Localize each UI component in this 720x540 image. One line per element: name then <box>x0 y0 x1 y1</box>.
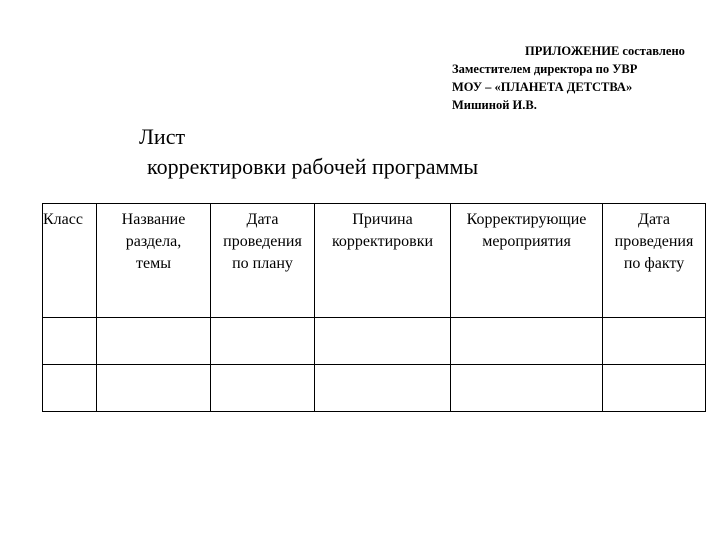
table-cell <box>315 318 451 365</box>
approval-line-2: Заместителем директора по УВР <box>452 62 638 76</box>
table-cell <box>603 365 706 412</box>
table-cell <box>451 318 603 365</box>
column-header-line: Причина <box>352 211 413 228</box>
column-header-line: Название <box>121 211 186 228</box>
column-header-line: корректировки <box>331 233 434 250</box>
column-header-line: Дата <box>246 211 279 228</box>
column-header-line: темы <box>136 255 171 272</box>
title-line-2: корректировки рабочей программы <box>147 154 479 179</box>
table-cell <box>97 365 211 412</box>
approval-note <box>452 42 714 114</box>
column-header-section <box>97 204 211 318</box>
table-cell <box>211 318 315 365</box>
title-line-1: Лист <box>139 124 186 149</box>
table-cell <box>43 318 97 365</box>
table-cell <box>211 365 315 412</box>
approval-line-1: ПРИЛОЖЕНИЕ составлено <box>525 44 685 58</box>
column-header-reason <box>315 204 451 318</box>
table-row <box>43 318 706 365</box>
table-cell <box>315 365 451 412</box>
table-cell <box>603 318 706 365</box>
column-header-line: проведения <box>223 233 302 250</box>
column-header-line: мероприятия <box>482 233 571 250</box>
page-title <box>139 122 478 182</box>
column-header-line: Корректирующие <box>466 211 587 228</box>
column-header-line: Класс <box>43 211 83 228</box>
column-header-line: Дата <box>638 211 670 228</box>
column-header-line: проведения <box>614 233 694 250</box>
column-header-actual-date <box>603 204 706 318</box>
table-cell <box>451 365 603 412</box>
correction-table <box>42 203 706 412</box>
approval-line-3: МОУ – «ПЛАНЕТА ДЕТСТВА» <box>452 80 633 94</box>
column-header-line: раздела, <box>125 233 182 250</box>
column-header-line: по факту <box>623 255 685 272</box>
approval-line-4: Мишиной И.В. <box>452 98 537 112</box>
column-header-class <box>43 204 97 318</box>
column-header-planned-date <box>211 204 315 318</box>
table-cell <box>97 318 211 365</box>
column-header-measures <box>451 204 603 318</box>
table-header-row <box>43 204 706 318</box>
table-row <box>43 365 706 412</box>
table-cell <box>43 365 97 412</box>
column-header-line: по плану <box>232 255 293 272</box>
